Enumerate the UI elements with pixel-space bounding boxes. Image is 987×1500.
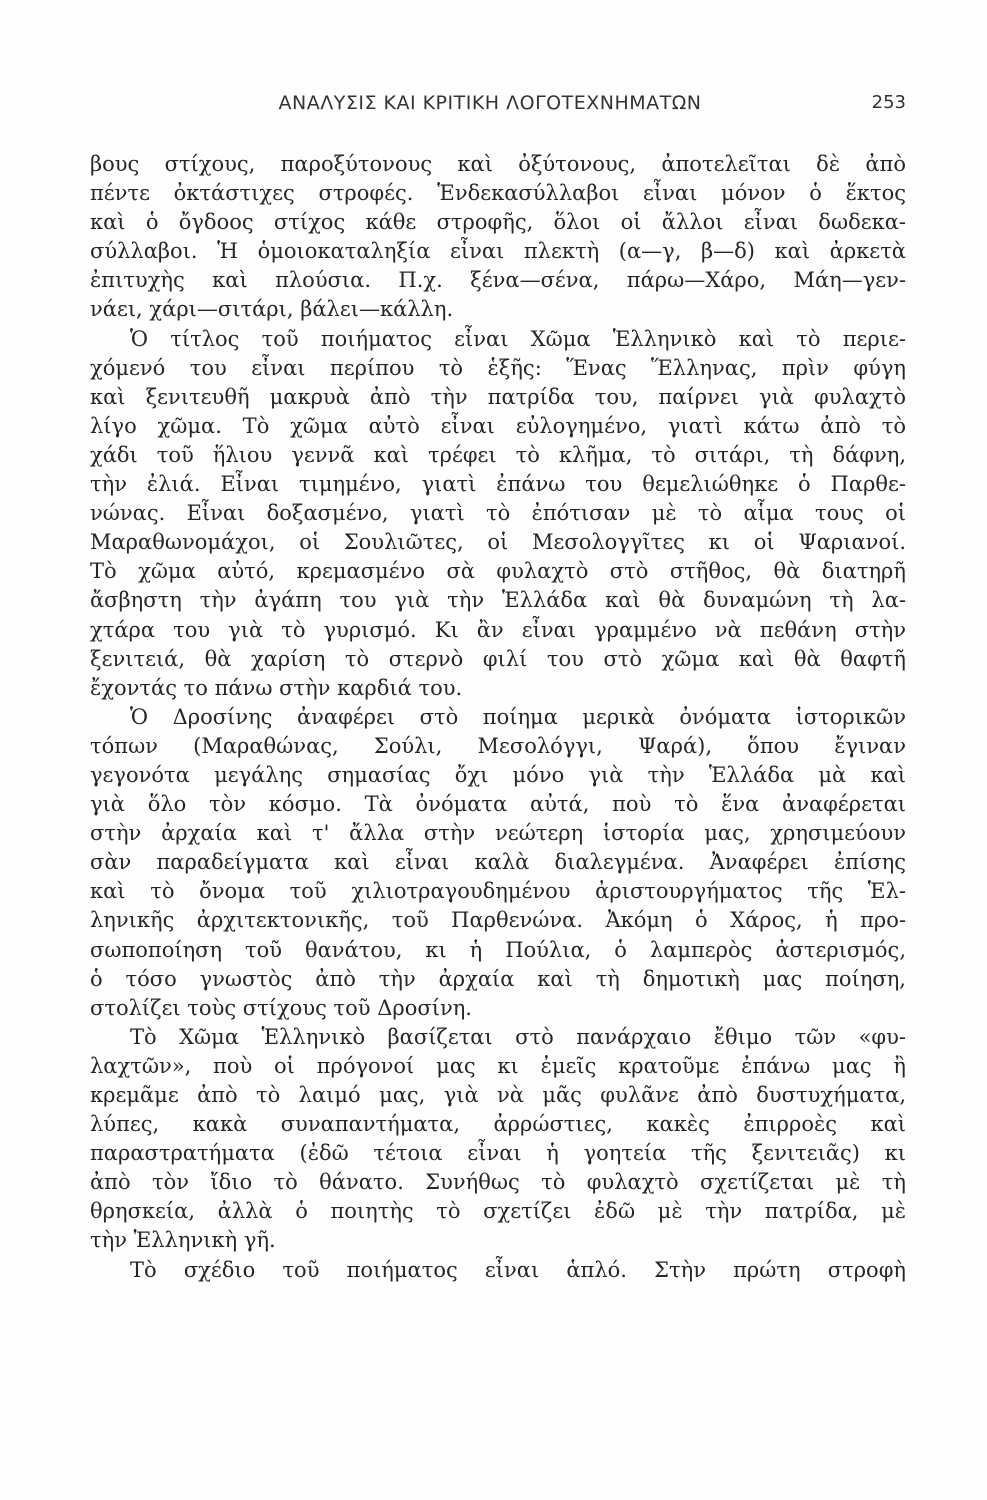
text-line: ἐπιτυχὴς καὶ πλούσια. Π.χ. ξένα—σένα, πάρω—Χάρο, Μάη—γεν-: [90, 268, 906, 293]
page-number: 253: [871, 92, 906, 113]
text-line: Τὸ σχέδιο τοῦ ποιήματος εἶναι ἁπλό. Στὴν πρώτη στροφὴ: [130, 1257, 906, 1282]
text-line: ἔχοντάς το πάνω στὴν καρδιά του.: [90, 675, 463, 700]
text-line: ἄσβηστη τὴν ἀγάπη του γιὰ τὴν Ἑλλάδα καὶ θὰ δυναμώνη τὴ λα-: [90, 588, 906, 613]
body-text: [90, 150, 906, 1285]
text-line: σύλλαβοι. Ἡ ὁμοιοκαταληξία εἶναι πλεκτὴ (α—γ, β—δ) καὶ ἀρκετὰ: [90, 239, 906, 264]
text-line: ξενιτειά, θὰ χαρίση τὸ στερνὸ φιλί του στὸ χῶμα καὶ θὰ θαφτῆ: [90, 646, 906, 671]
text-line: Μαραθωνομάχοι, οἱ Σουλιῶτες, οἱ Μεσολογγῖτες κι οἱ Ψαριανοί.: [90, 530, 906, 555]
text-line: καὶ ὁ ὄγδοος στίχος κάθε στροφῆς, ὅλοι οἱ ἄλλοι εἶναι δωδεκα-: [90, 210, 906, 235]
text-line: λύπες, κακὰ συναπαντήματα, ἀρρώστιες, κακὲς ἐπιρροὲς καὶ: [90, 1112, 906, 1137]
text-line: Τὸ Χῶμα Ἑλληνικὸ βασίζεται στὸ πανάρχαιο ἔθιμο τῶν «φυ-: [130, 1024, 906, 1049]
text-line: ὁ τόσο γνωστὸς ἀπὸ τὴν ἀρχαία καὶ τὴ δημοτικὴ μας ποίηση,: [90, 966, 906, 991]
text-line: πέντε ὀκτάστιχες στροφές. Ἑνδεκασύλλαβοι εἶναι μόνον ὁ ἕκτος: [90, 181, 906, 206]
text-line: Ὁ τίτλος τοῦ ποιήματος εἶναι Χῶμα Ἑλληνικὸ καὶ τὸ περιε-: [130, 326, 906, 351]
text-line: ληνικῆς ἀρχιτεκτονικῆς, τοῦ Παρθενώνα. Ἀκόμη ὁ Χάρος, ἡ προ-: [90, 908, 906, 933]
text-line: Τὸ χῶμα αὐτό, κρεμασμένο σὰ φυλαχτὸ στὸ στῆθος, θὰ διατηρῆ: [90, 559, 906, 584]
text-line: βους στίχους, παροξύτονους καὶ ὀξύτονους, ἀποτελεῖται δὲ ἀπὸ: [90, 152, 906, 176]
text-line: στολίζει τοὺς στίχους τοῦ Δροσίνη.: [90, 995, 472, 1020]
text-line: τόπων (Μαραθώνας, Σούλι, Μεσολόγγι, Ψαρά), ὅπου ἔγιναν: [90, 733, 906, 758]
text-line: τὴν Ἑλληνικὴ γῆ.: [90, 1228, 276, 1253]
text-line: παραστρατήματα (ἐδῶ τέτοια εἶναι ἡ γοητεία τῆς ξενιτειᾶς) κι: [90, 1141, 906, 1166]
text-line: νάει, χάρι—σιτάρι, βάλει—κάλλη.: [90, 297, 454, 322]
text-line: σὰν παραδείγματα καὶ εἶναι καλὰ διαλεγμένα. Ἀναφέρει ἐπίσης: [90, 850, 906, 875]
running-head: [90, 92, 906, 122]
text-line: καὶ τὸ ὄνομα τοῦ χιλιοτραγουδημένου ἀριστουργήματος τῆς Ἑλ-: [90, 879, 906, 904]
text-line: ἀπὸ τὸν ἴδιο τὸ θάνατο. Συνήθως τὸ φυλαχτὸ σχετίζεται μὲ τὴ: [90, 1170, 906, 1195]
text-line: καὶ ξενιτευθῆ μακρυὰ ἀπὸ τὴν πατρίδα του, παίρνει γιὰ φυλαχτὸ: [90, 384, 906, 409]
text-line: χόμενό του εἶναι περίπου τὸ ἑξῆς: Ἕνας Ἕλληνας, πρὶν φύγη: [90, 355, 906, 380]
text-line: γιὰ ὅλο τὸν κόσμο. Τὰ ὀνόματα αὐτά, ποὺ τὸ ἕνα ἀναφέρεται: [90, 792, 906, 817]
text-line: χτάρα του γιὰ τὸ γυρισμό. Κι ἂν εἶναι γραμμένο νὰ πεθάνη στὴν: [90, 617, 906, 642]
running-head-title: ΑΝΑΛΥΣΙΣ ΚΑΙ ΚΡΙΤΙΚΗ ΛΟΓΟΤΕΧΝΗΜΑΤΩΝ: [278, 92, 702, 114]
text-line: χάδι τοῦ ἥλιου γεννᾶ καὶ τρέφει τὸ κλῆμα, τὸ σιτάρι, τὴ δάφνη,: [90, 442, 906, 467]
text-line: σωποποίηση τοῦ θανάτου, κι ἡ Πούλια, ὁ λαμπερὸς ἀστερισμός,: [90, 937, 906, 962]
text-line: Ὁ Δροσίνης ἀναφέρει στὸ ποίημα μερικὰ ὀνόματα ἱστορικῶν: [130, 704, 906, 729]
text-line: λίγο χῶμα. Τὸ χῶμα αὐτὸ εἶναι εὐλογημένο, γιατὶ κάτω ἀπὸ τὸ: [90, 413, 906, 438]
text-line: στὴν ἀρχαία καὶ τ' ἄλλα στὴν νεώτερη ἱστορία μας, χρησιμεύουν: [90, 821, 906, 846]
text-line: λαχτῶν», ποὺ οἱ πρόγονοί μας κι ἐμεῖς κρατοῦμε ἐπάνω μας ἢ: [90, 1053, 906, 1078]
text-line: γεγονότα μεγάλης σημασίας ὄχι μόνο γιὰ τὴν Ἑλλάδα μὰ καὶ: [90, 762, 906, 787]
text-line: τὴν ἐλιά. Εἶναι τιμημένο, γιατὶ ἐπάνω του θεμελιώθηκε ὁ Παρθε-: [90, 472, 906, 497]
text-line: κρεμᾶμε ἀπὸ τὸ λαιμό μας, γιὰ νὰ μᾶς φυλᾶνε ἀπὸ δυστυχήματα,: [90, 1083, 906, 1107]
text-line: νώνας. Εἶναι δοξασμένο, γιατὶ τὸ ἐπότισαν μὲ τὸ αἷμα τους οἱ: [90, 501, 906, 526]
text-line: θρησκεία, ἀλλὰ ὁ ποιητὴς τὸ σχετίζει ἐδῶ μὲ τὴν πατρίδα, μὲ: [90, 1199, 906, 1224]
